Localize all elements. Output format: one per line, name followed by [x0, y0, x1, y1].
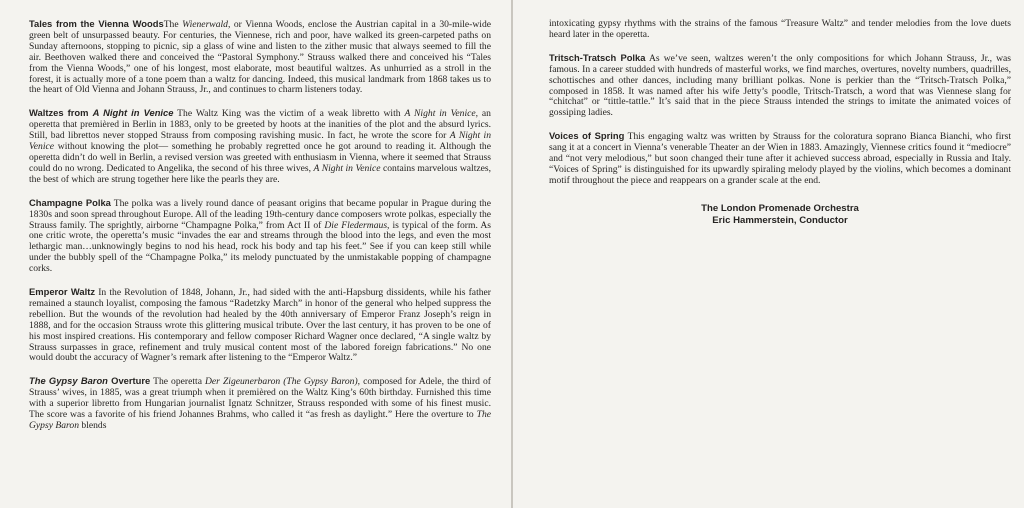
entry-heading-italic: A Night in Venice: [92, 107, 174, 119]
performer-credits: [549, 203, 1011, 227]
right-column: [549, 19, 1011, 227]
entry-champagne-polka: [29, 198, 491, 275]
entry-text-italic: A Night in Venice: [29, 130, 491, 153]
entry-text: The Waltz King was the victim of a weak libretto with: [173, 108, 405, 120]
left-page: [0, 0, 511, 508]
orchestra-name: The London Promenade Orchestra: [701, 202, 859, 214]
entry-tales-from-the-vienna-woods: [29, 19, 491, 96]
entry-text: The: [163, 19, 183, 30]
entry-text: is typical of the form. As one critic wrote, the operetta’s music “invades the ear and streams through the blood into the legs, and even the most lethargic man…unknowingly begins to nod his head, rock his body and tap his feet.” See if you can keep still while under the bubbly spell of the “Champagne Polka,” its melody punctuated by the unmistakable popping of champagne corks.: [29, 219, 491, 275]
entry-text: As we’ve seen, waltzes weren’t the only compositions for which Johann Strauss, Jr., was famous. In a career studded with hundreds of masterful works, we find marches, overtures, novelty numbers, quadrilles, schottisches and other dances, including many brilliant polkas. None is perkier than the “Tritsch-Tratsch Polka,” composed in 1858. It was named after his wife Jetty’s poodle, Tritsch-Tratsch, a word that was Viennese slang for “chitchat” or “tittle-tattle.” It’s said that in the piece Strauss intended the strings to imitate the animated voices of gossiping ladies.: [549, 52, 1011, 119]
entry-waltzes-night-in-venice: [29, 108, 491, 185]
conductor-name: Eric Hammerstein, Conductor: [712, 214, 848, 226]
entry-text-italic: Wienerwald,: [182, 19, 231, 30]
entry-emperor-waltz: [29, 287, 491, 364]
entry-text: contains marvelous waltzes, the best of which are strung together here like the pearls they are.: [29, 162, 492, 185]
entry-text-italic: The Gypsy Baron: [29, 409, 491, 431]
entry-text-italic: A Night in Venice: [313, 162, 381, 174]
entry-text: The operetta: [150, 376, 205, 388]
right-page: [513, 0, 1024, 508]
entry-text: intoxicating gypsy rhythms with the strains of the famous “Treasure Waltz” and tender melodies from the love duets heard later in the operetta.: [549, 18, 1011, 40]
entry-tritsch-tratsch-polka: [549, 53, 1011, 119]
entry-text-italic: Der Zigeunerbaron (The Gypsy Baron),: [205, 376, 361, 388]
entry-text-italic: A Night in Venice,: [404, 108, 479, 120]
entry-gypsy-baron-continuation: [549, 19, 1011, 41]
entry-heading: Tales from the Vienna Woods: [29, 18, 164, 29]
left-column: [29, 19, 491, 444]
entry-heading: Tritsch-Tratsch Polka: [549, 51, 646, 63]
entry-gypsy-baron-overture: [29, 376, 491, 432]
entry-heading: Overture: [107, 375, 151, 387]
entry-text: composed for Adele, the third of Strauss’ wives, in 1885, was a great triumph when it premièred on the Waltz King’s 60th birthday. Furnished this time with a superior libretto from Hungarian journalist Ignatz Schnitzer, Strauss responded with some of his finest music. The score was a favorite of his friend Johannes Brahms, who called it “as fresh as daylight.” Here the overture to: [29, 376, 491, 421]
entry-text: The polka was a lively round dance of peasant origins that became popular in Prague during the 1830s and soon spread throughout Europe. All of the leading 19th-century dance composers wrote polkas, especially the Strauss family. The sprightly, airborne “Champagne Polka,” from Act II of: [29, 197, 491, 231]
entry-heading: Champagne Polka: [29, 196, 111, 208]
entry-heading-italic: The Gypsy Baron: [29, 375, 108, 387]
entry-text: blends: [79, 420, 107, 431]
entry-voices-of-spring: [549, 131, 1011, 187]
entry-text: or Vienna Woods, enclose the Austrian capital in a 30-mile-wide green belt of unsurpassed beauty. For centuries, the Viennese, rich and poor, have walked its green-carpeted paths on Sunday afternoons, stopping to picnic, sip a glass of wine and listen to the zither music that always seemed to fill the air. Beethoven walked there and conceived the “Pastoral Symphony.” Strauss walked there and conceived his “Tales from the Vienna Woods,” one of his longest, most elaborate, most beautiful waltzes. As unhurried as a stroll in the forest, it is actually more of a tone poem than a waltz for dancing. Indeed, this musical landmark from 1868 takes us to the heart of Old Vienna and Johann Strauss, Jr., and continues to charm listeners today.: [29, 19, 491, 96]
entry-text: This engaging waltz was written by Strauss for the coloratura soprano Bianca Bianchi, who first sang it at a concert in Vienna’s venerable Theater an der Wien in 1883. Amazingly, Viennese critics found it “mediocre” and “not very melodious,” but soon changed their tune after it achieved success abroad, especially in Russia and Italy. “Voices of Spring” is distinguished for its upwardly spiraling melody played by the violins, which becomes a dominant motif throughout the piece and reappears on a grander scale at the end.: [549, 131, 1011, 186]
entry-text: without knowing the plot— something he probably regretted once he got around to reading it. Although the operetta didn’t do well in Berlin, a revised version was greeted with enthusiasm in Vienna, where it seemed that Strauss could do no wrong. Dedicated to Angelika, the second of his three wives,: [29, 141, 491, 174]
entry-text: an operetta that premièred in Berlin in 1883, only to be greeted by hoots at the inanities of the plot and the absurd lyrics. Still, bad librettos never stopped Strauss from composing ravishing music. In fact, he wrote the score for: [29, 108, 491, 142]
entry-text: In the Revolution of 1848, Johann, Jr., had sided with the anti-Hapsburg dissidents, while his father remained a staunch loyalist, composing the famous “Radetzky March” in honor of the general who helped suppress the rebellion. But the wounds of the revolution had healed by the 40th anniversary of Emperor Franz Joseph’s reign in 1888, and for the occasion Strauss wrote this glittering musical tribute. Over the last century, it has proven to be one of his most inspired creations. His contemporary and fellow composer Richard Wagner once declared, “A single waltz by Strauss surpasses in grace, refinement and truly musical content most of the labored foreign fabrications.” No one would doubt the accuracy of Wagner’s remark after listening to the “Emperor Waltz.”: [29, 287, 491, 364]
entry-heading: Waltzes from: [29, 107, 93, 119]
entry-heading: Emperor Waltz: [29, 286, 96, 298]
entry-heading: Voices of Spring: [549, 130, 625, 142]
entry-text-italic: Die Fledermaus,: [324, 219, 390, 231]
